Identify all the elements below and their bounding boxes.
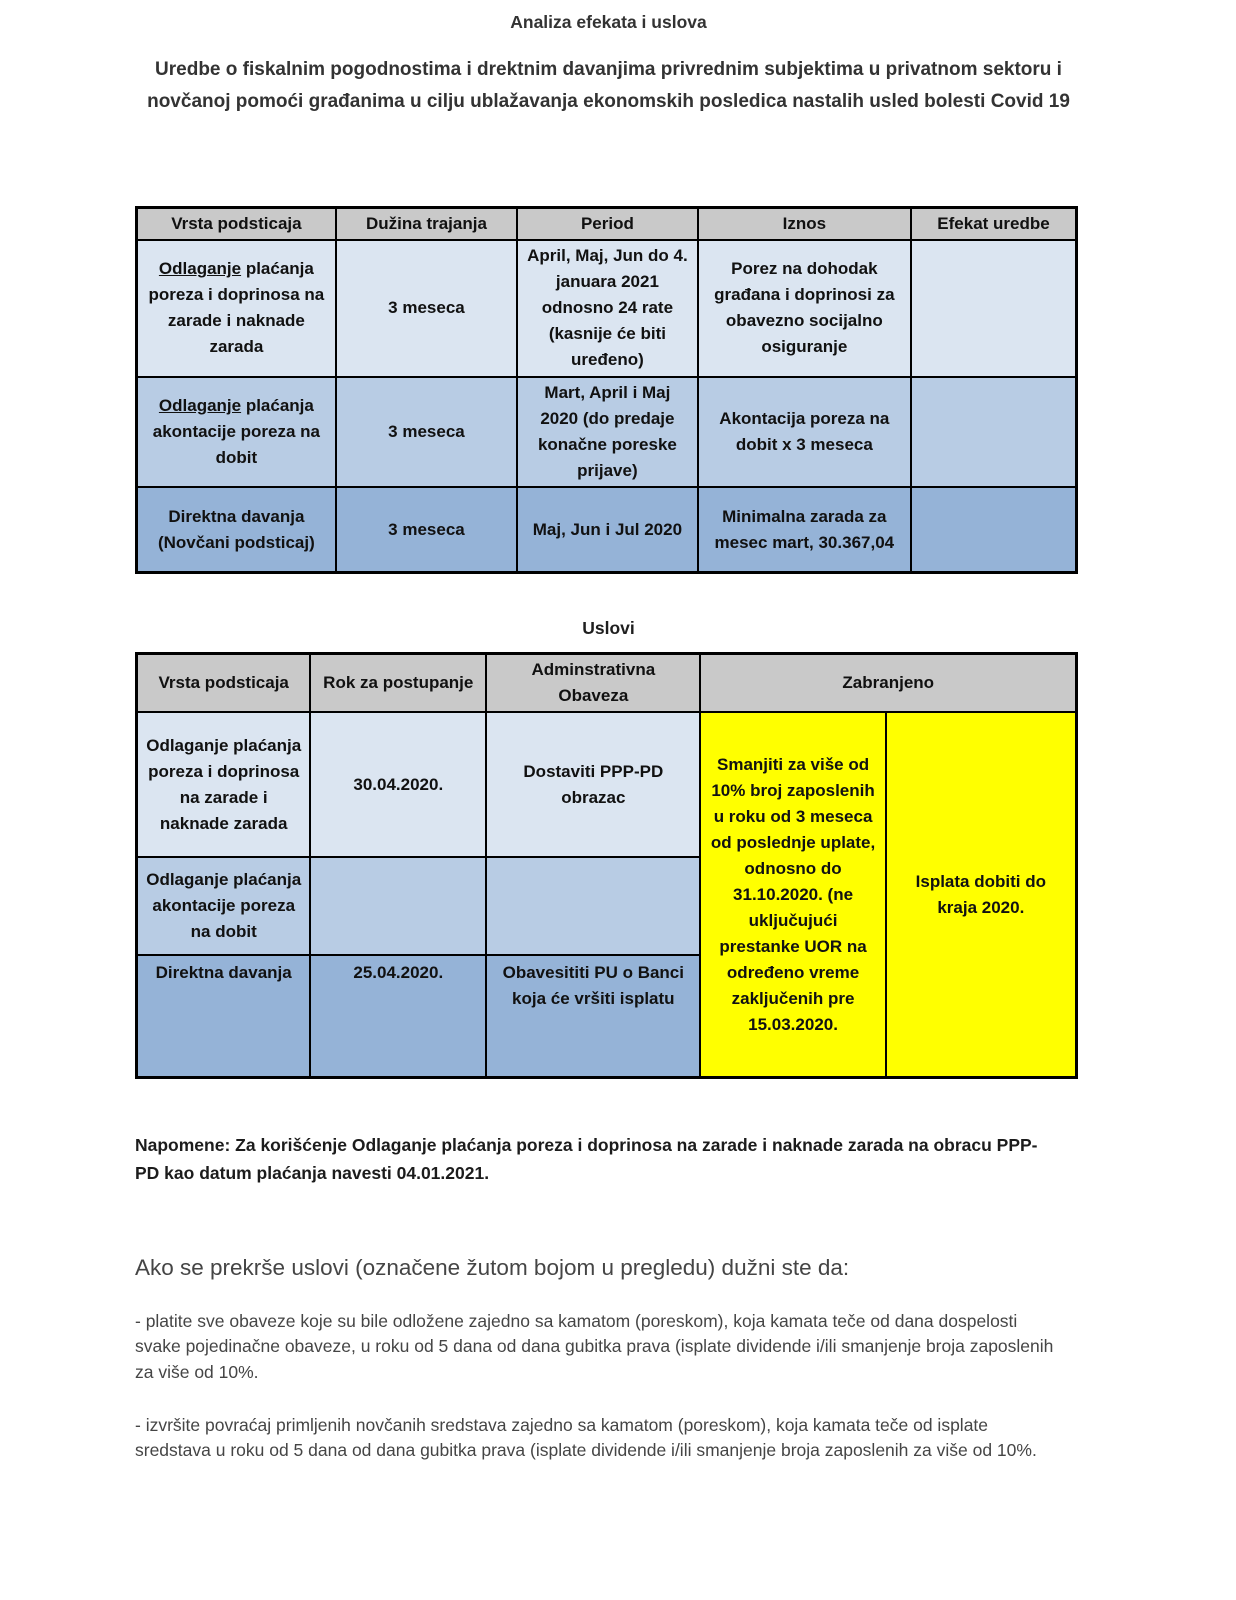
cell-zabranjeno-restriction: Smanjiti za više od 10% broj zaposlenih u roku od 3 meseca od poslednje uplate, odnosno do 31.10.2020. (ne uključujući prestanke UOR na određeno vreme zaključenih pre 15.03.2020. xyxy=(700,712,885,1077)
cell-period: Mart, April i Maj 2020 (do predaje konačne poreske prijave) xyxy=(517,377,697,487)
column-header-period: Period xyxy=(517,207,697,240)
conditions-table xyxy=(135,652,1078,1079)
cell-vrsta: Odlaganje plaćanja akontacije poreza na dobit xyxy=(137,857,311,955)
column-header-rok-za-postupanje: Rok za postupanje xyxy=(310,654,486,713)
cell-text: plaćanja akontacije poreza na dobit xyxy=(152,395,320,467)
cell-text: Direktna davanja (Novčani podsticaj) xyxy=(157,506,315,552)
cell-duzina: 3 meseca xyxy=(336,240,517,377)
cell-obaveza: Dostaviti PPP-PD obrazac xyxy=(486,712,700,857)
cell-text: plaćanja poreza i doprinosa na zarade i naknade zarada xyxy=(148,259,325,357)
underlined-term: Odlaganje xyxy=(158,395,242,415)
underlined-term: Odlaganje xyxy=(158,259,242,279)
cell-obaveza: Obavesititi PU o Banci koja će vršiti isplatu xyxy=(486,955,700,1077)
cell-rok xyxy=(310,857,486,955)
page-title: Analiza efekata i uslova xyxy=(510,12,707,32)
violation-item-pay-obligations: - platite sve obaveze koje su bile odložene zajedno sa kamatom (poreskom), koja kamata teče od dana dospelosti svake pojedinačne obaveze, u roku od 5 dana od dana gubitka prava (isplate dividende i/ili smanjenje broja zaposlenih za više od 10%. xyxy=(135,1310,1054,1382)
cell-rok: 25.04.2020. xyxy=(310,955,486,1077)
cell-vrsta xyxy=(137,240,336,377)
violation-heading: Ako se prekrše uslovi (označene žutom bojom u pregledu) dužni ste da: xyxy=(135,1254,850,1280)
column-header-zabranjeno: Zabranjeno xyxy=(700,654,1076,713)
doc-subtitle: Uredbe o fiskalnim pogodnostima i drektnim davanjima privrednim subjektima u privatnom sektoru i novčanoj pomoći građanima u cilju ublažavanja ekonomskih posledica nastalih usled bolesti Covid 19 xyxy=(147,59,1070,112)
cell-vrsta: Odlaganje plaćanja poreza i doprinosa na zarade i naknade zarada xyxy=(137,712,311,857)
table-row xyxy=(137,712,1077,857)
column-header-efekat-uredbe: Efekat uredbe xyxy=(911,207,1076,240)
column-header-vrsta-podsticaja: Vrsta podsticaja xyxy=(137,207,336,240)
cell-period: April, Maj, Jun do 4. januara 2021 odnosno 24 rate (kasnije će biti uređeno) xyxy=(517,240,697,377)
cell-efekat xyxy=(911,377,1076,487)
effects-table-header-row xyxy=(137,207,1077,240)
notes-paragraph: Napomene: Za korišćenje Odlaganje plaćanja poreza i doprinosa na zarade i naknade zarada na obracu PPP-PD kao datum plaćanja navesti 04.01.2021. xyxy=(135,1134,1038,1183)
document-page xyxy=(135,0,1082,1464)
effects-table xyxy=(135,206,1078,575)
cell-efekat xyxy=(911,487,1076,573)
cell-rok: 30.04.2020. xyxy=(310,712,486,857)
column-header-vrsta-podsticaja: Vrsta podsticaja xyxy=(137,654,311,713)
column-header-duzina-trajanja: Dužina trajanja xyxy=(336,207,517,240)
cell-iznos: Minimalna zarada za mesec mart, 30.367,04 xyxy=(698,487,911,573)
cell-iznos: Porez na dohodak građana i doprinosi za obavezno socijalno osiguranje xyxy=(698,240,911,377)
cell-vrsta xyxy=(137,377,336,487)
cell-obaveza xyxy=(486,857,700,955)
violation-item-refund-funds: - izvršite povraćaj primljenih novčanih sredstava zajedno sa kamatom (poreskom), koja kamata teče od isplate sredstava u roku od 5 dana od dana gubitka prava (isplate dividende i/ili smanjenje broja zaposlenih za više od 10%. xyxy=(135,1414,1037,1461)
cell-vrsta: Direktna davanja xyxy=(137,955,311,1077)
table-row xyxy=(137,240,1077,377)
section-heading-uslovi: Uslovi xyxy=(582,618,635,639)
cell-efekat xyxy=(911,240,1076,377)
column-header-iznos: Iznos xyxy=(698,207,911,240)
cell-zabranjeno-dividends: Isplata dobiti do kraja 2020. xyxy=(886,712,1077,1077)
cell-duzina: 3 meseca xyxy=(336,487,517,573)
cell-duzina: 3 meseca xyxy=(336,377,517,487)
conditions-table-header-row xyxy=(137,654,1077,713)
table-row xyxy=(137,377,1077,487)
cell-vrsta xyxy=(137,487,336,573)
cell-period: Maj, Jun i Jul 2020 xyxy=(517,487,697,573)
column-header-administrativna-obaveza: Adminstrativna Obaveza xyxy=(486,654,700,713)
table-row xyxy=(137,487,1077,573)
cell-iznos: Akontacija poreza na dobit x 3 meseca xyxy=(698,377,911,487)
